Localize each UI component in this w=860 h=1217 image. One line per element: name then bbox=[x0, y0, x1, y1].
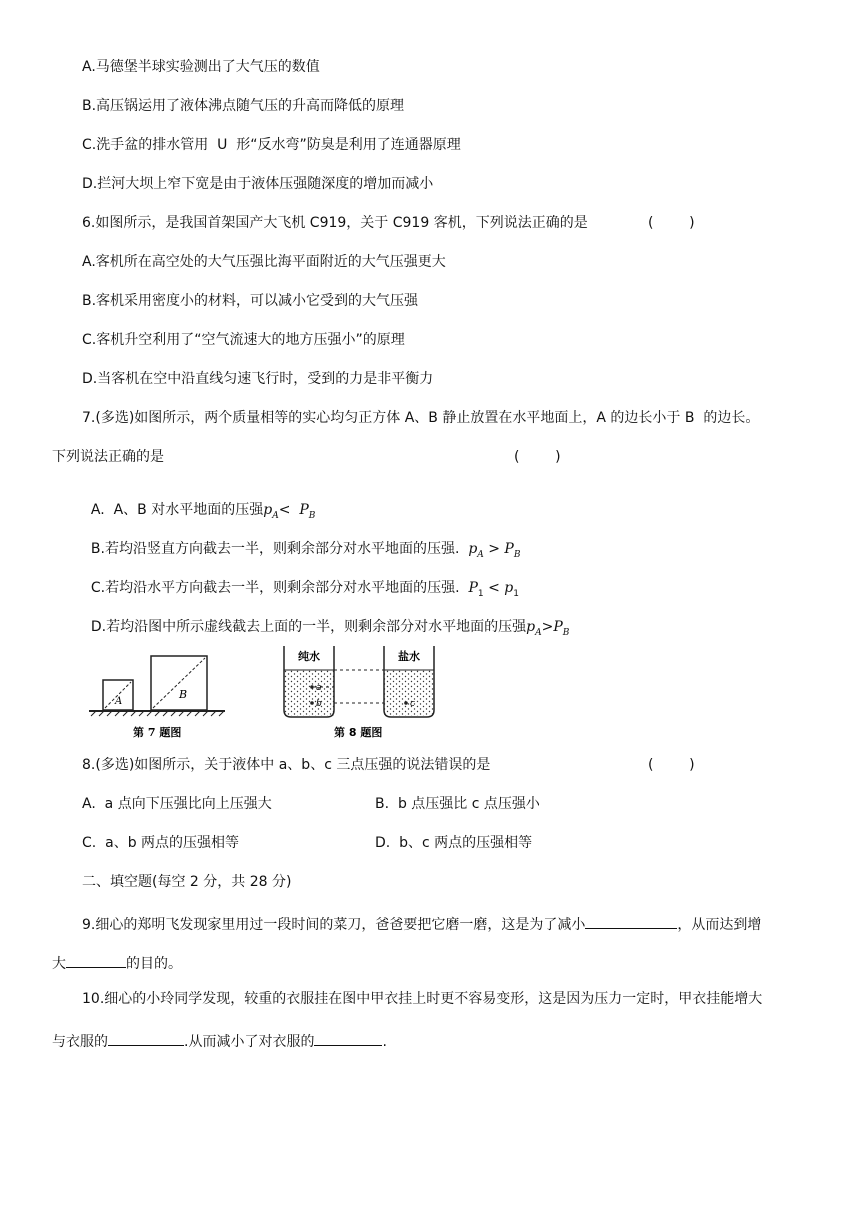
q5-option-a: A.马德堡半球实验测出了大气压的数值 bbox=[82, 59, 320, 75]
point-b bbox=[310, 701, 314, 705]
point-c bbox=[404, 701, 408, 705]
q7-option-c: C.若均沿水平方向截去一半，则剩余部分对水平地面的压强. $P_1 < p_1$ bbox=[90, 580, 519, 599]
q6-option-b: B.客机采用密度小的材料，可以减小它受到的大气压强 bbox=[82, 293, 419, 309]
q5-option-c: C.洗手盆的排水管用 U 形“反水弯”防臭是利用了连通器原理 bbox=[82, 137, 461, 153]
figure-8-containers bbox=[278, 640, 448, 745]
q8-option-b: B. b 点压强比 c 点压强小 bbox=[375, 796, 540, 812]
q10-line-1: 10.细心的小玲同学发现，较重的衣服挂在图中甲衣挂上时更不容易变形，这是因为压力一定时，甲衣挂能增大 bbox=[82, 991, 763, 1007]
left-container-label: 纯水 bbox=[298, 650, 320, 663]
q8-answer-paren: ( ) bbox=[648, 757, 695, 773]
figure-7-caption: 第 7 题图 bbox=[133, 726, 182, 739]
q7-option-b: B.若均沿竖直方向截去一半，则剩余部分对水平地面的压强. $p_A > P_B$ bbox=[90, 541, 521, 560]
q6-option-d: D.当客机在空中沿直线匀速飞行时，受到的力是非平衡力 bbox=[82, 371, 434, 387]
q6-option-a: A.客机所在高空处的大气压强比海平面附近的大气压强更大 bbox=[82, 254, 446, 270]
q6-option-c: C.客机升空利用了“空气流速大的地方压强小”的原理 bbox=[82, 332, 405, 348]
right-container-label: 盐水 bbox=[398, 650, 420, 663]
q10-blank-2[interactable] bbox=[314, 1031, 382, 1046]
q6-answer-paren: ( ) bbox=[648, 215, 695, 231]
cube-a-label: A bbox=[115, 696, 123, 707]
q9-line-1: 9.细心的郑明飞发现家里用过一段时间的菜刀，爸爸要把它磨一磨，这是为了减小 ，从而达到增 bbox=[82, 914, 761, 932]
q10-line-2: 与衣服的 .从而减小了对衣服的 . bbox=[52, 1031, 387, 1049]
section-2-title: 二、填空题(每空 2 分，共 28 分) bbox=[82, 874, 292, 890]
q5-option-b: B.高压锅运用了液体沸点随气压的升高而降低的原理 bbox=[82, 98, 405, 114]
q8-option-c: C. a、b 两点的压强相等 bbox=[82, 835, 240, 851]
q8-stem: 8.(多选)如图所示，关于液体中 a、b、c 三点压强的说法错误的是 bbox=[82, 757, 491, 773]
point-a bbox=[310, 685, 314, 689]
q6-stem: 6.如图所示，是我国首架国产大飞机 C919，关于 C919 客机，下列说法正确的是 bbox=[82, 215, 588, 231]
q7-stem-line-1: 7.(多选)如图所示，两个质量相等的实心均匀正方体 A、B 静止放置在水平地面上，A 的边长小于 B 的边长。 bbox=[82, 410, 760, 426]
q7-answer-paren: ( ) bbox=[514, 449, 561, 465]
q7-option-d: D.若均沿图中所示虚线截去上面的一半，则剩余部分对水平地面的压强$p_A>P_B$ bbox=[90, 619, 570, 638]
q8-option-d: D. b、c 两点的压强相等 bbox=[375, 835, 533, 851]
left-water bbox=[284, 670, 334, 716]
point-a-label: a bbox=[316, 683, 322, 693]
right-water bbox=[384, 670, 434, 716]
cube-b-label: B bbox=[179, 688, 188, 701]
figure-7-cubes bbox=[85, 650, 235, 745]
q7-option-a: A. A、B 对水平地面的压强$p_A< P_B$ bbox=[90, 502, 316, 521]
q5-option-d: D.拦河大坝上窄下宽是由于液体压强随深度的增加而减小 bbox=[82, 176, 434, 192]
q9-line-2: 大 的目的。 bbox=[52, 953, 182, 971]
point-b-label: b bbox=[316, 699, 322, 709]
figure-8-caption: 第 8 题图 bbox=[334, 726, 383, 739]
q7-stem-line-2: 下列说法正确的是 bbox=[52, 449, 164, 465]
q8-option-a: A. a 点向下压强比向上压强大 bbox=[82, 796, 272, 812]
q9-blank-1[interactable] bbox=[585, 914, 677, 929]
q10-blank-1[interactable] bbox=[108, 1031, 184, 1046]
q9-blank-2[interactable] bbox=[66, 953, 126, 968]
point-c-label: c bbox=[410, 699, 415, 709]
